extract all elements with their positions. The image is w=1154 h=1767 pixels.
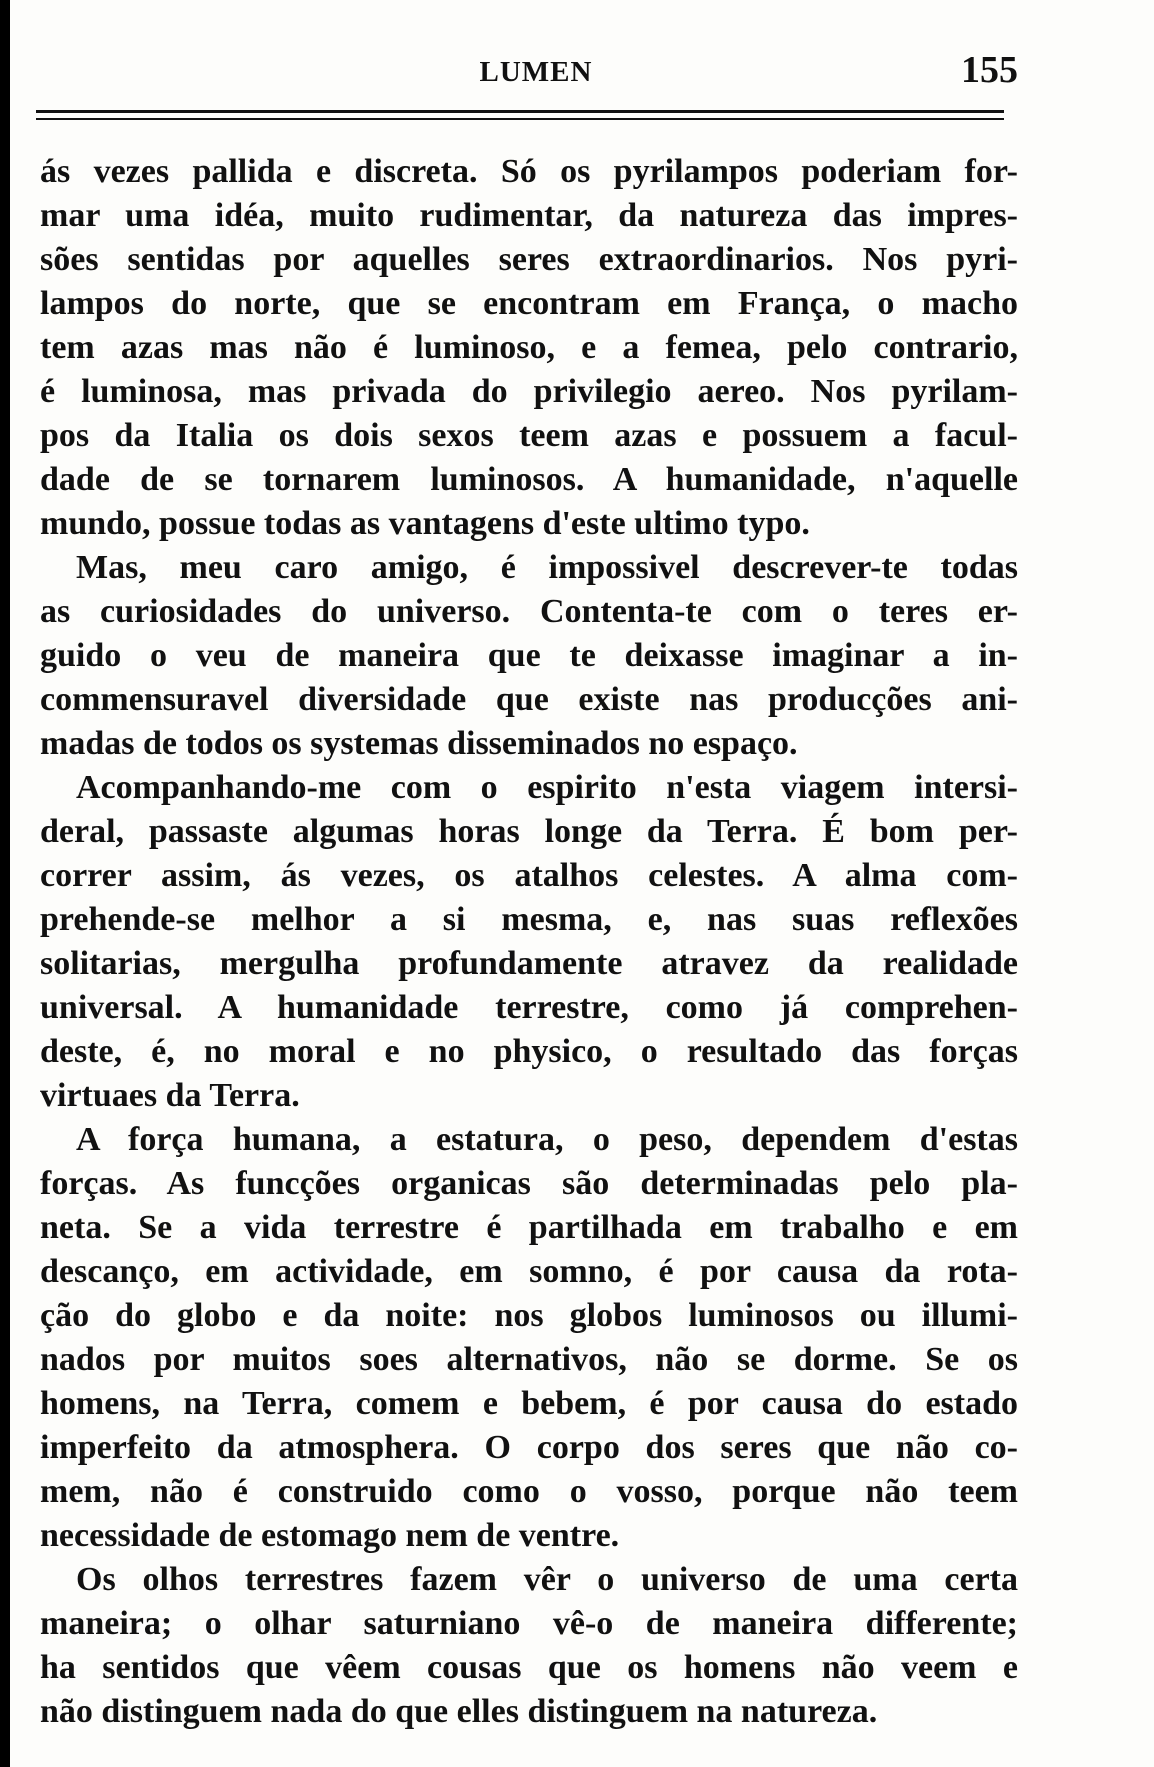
text-line: virtuaes da Terra.: [40, 1077, 300, 1114]
text-line: imperfeito da atmosphera. O corpo dos seres que não co-: [40, 1429, 1018, 1466]
paragraph: [40, 1118, 1018, 1558]
scan-edge: [0, 0, 10, 1767]
header-rule-top: [36, 110, 1004, 113]
text-line: guido o veu de maneira que te deixasse imaginar a in-: [40, 637, 1018, 674]
text-line: descanço, em actividade, em somno, é por causa da rota-: [40, 1253, 1018, 1290]
text-line: Os olhos terrestres fazem vêr o universo de uma certa: [76, 1561, 1018, 1598]
header-rule-bottom: [36, 118, 1004, 120]
paragraph: [40, 766, 1018, 1118]
text-line: ção do globo e da noite: nos globos luminosos ou illumi-: [40, 1297, 1018, 1334]
text-line: ás vezes pallida e discreta. Só os pyrilampos poderiam for-: [40, 153, 1018, 190]
text-line: maneira; o olhar saturniano vê-o de maneira differente;: [40, 1605, 1018, 1642]
text-line: deral, passaste algumas horas longe da Terra. É bom per-: [40, 813, 1018, 850]
text-line: pos da Italia os dois sexos teem azas e possuem a facul-: [40, 417, 1018, 454]
text-line: deste, é, no moral e no physico, o resultado das forças: [40, 1033, 1018, 1070]
text-line: neta. Se a vida terrestre é partilhada em trabalho e em: [40, 1209, 1018, 1246]
text-line: as curiosidades do universo. Contenta-te com o teres er-: [40, 593, 1018, 630]
text-line: universal. A humanidade terrestre, como já comprehen-: [40, 989, 1018, 1026]
running-title: LUMEN: [479, 56, 593, 88]
text-line: mem, não é construido como o vosso, porque não teem: [40, 1473, 1018, 1510]
paragraph: [40, 150, 1018, 546]
text-line: ha sentidos que vêem cousas que os homens não veem e: [40, 1649, 1018, 1686]
text-line: prehende-se melhor a si mesma, e, nas suas reflexões: [40, 901, 1018, 938]
text-line: commensuravel diversidade que existe nas producções ani-: [40, 681, 1018, 718]
text-line: lampos do norte, que se encontram em França, o macho: [40, 285, 1018, 322]
text-line: mar uma idéa, muito rudimentar, da natureza das impres-: [40, 197, 1018, 234]
text-line: sões sentidas por aquelles seres extraordinarios. Nos pyri-: [40, 241, 1018, 278]
text-line: Acompanhando-me com o espirito n'esta viagem intersi-: [76, 769, 1018, 806]
page-number: 155: [961, 49, 1018, 91]
text-line: tem azas mas não é luminoso, e a femea, pelo contrario,: [40, 329, 1018, 366]
page-header: [36, 44, 1036, 94]
text-line: não distinguem nada do que elles distinguem na natureza.: [40, 1693, 878, 1730]
text-line: Mas, meu caro amigo, é impossivel descrever-te todas: [76, 549, 1018, 586]
text-line: nados por muitos soes alternativos, não se dorme. Se os: [40, 1341, 1018, 1378]
text-line: dade de se tornarem luminosos. A humanidade, n'aquelle: [40, 461, 1018, 498]
text-line: necessidade de estomago nem de ventre.: [40, 1517, 620, 1554]
text-line: homens, na Terra, comem e bebem, é por causa do estado: [40, 1385, 1018, 1422]
text-line: solitarias, mergulha profundamente atravez da realidade: [40, 945, 1018, 982]
paragraph: [40, 546, 1018, 766]
text-line: madas de todos os systemas disseminados no espaço.: [40, 725, 798, 762]
paragraph: [40, 1558, 1018, 1734]
text-line: forças. As funcções organicas são determinadas pelo pla-: [40, 1165, 1018, 1202]
text-line: A força humana, a estatura, o peso, dependem d'estas: [76, 1121, 1018, 1158]
text-line: mundo, possue todas as vantagens d'este ultimo typo.: [40, 505, 810, 542]
body-text: [40, 150, 1018, 1734]
text-line: é luminosa, mas privada do privilegio aereo. Nos pyrilam-: [40, 373, 1018, 410]
text-line: correr assim, ás vezes, os atalhos celestes. A alma com-: [40, 857, 1018, 894]
